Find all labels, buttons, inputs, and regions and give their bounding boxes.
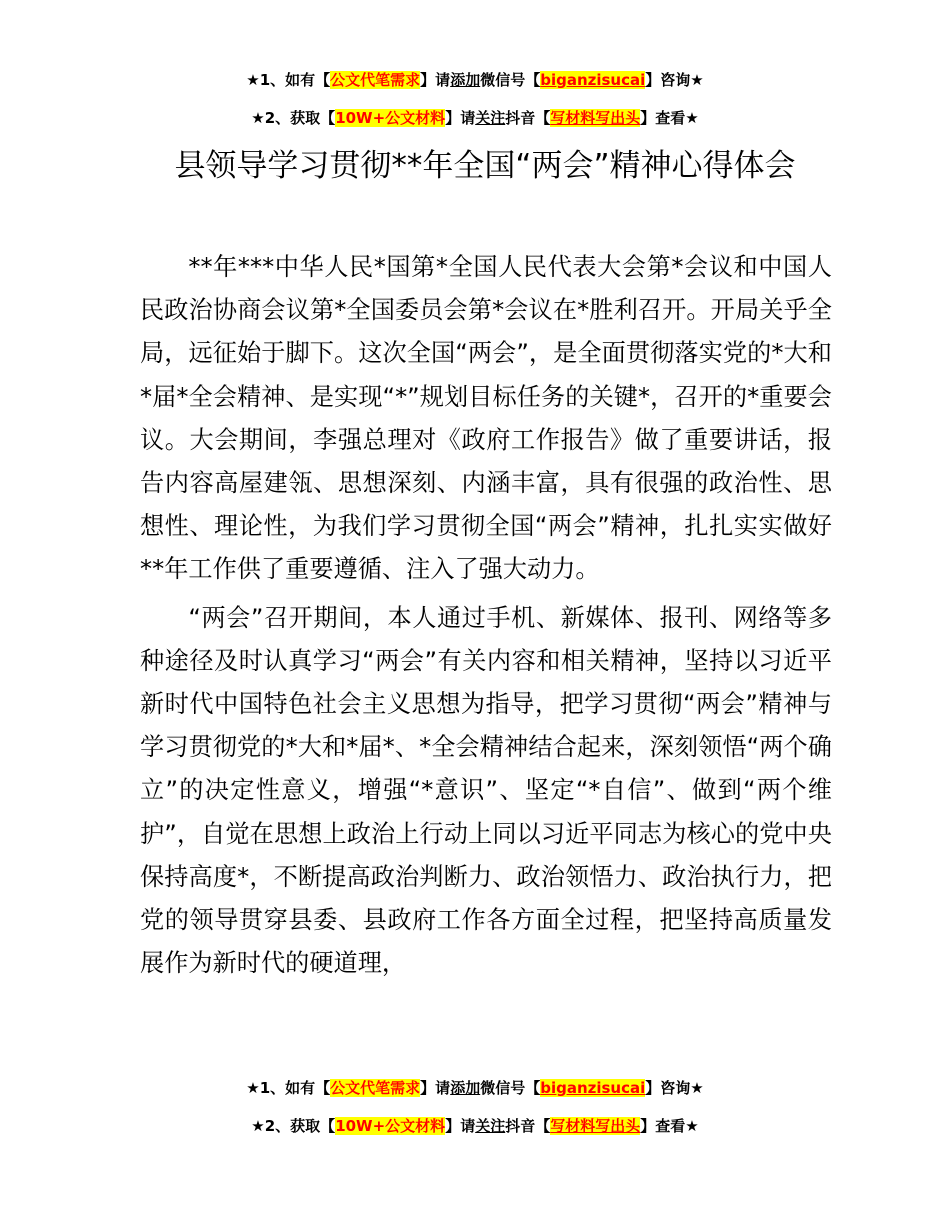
body-paragraph: **年***中华人民*国第*全国人民代表大会第*会议和中国人民政治协商会议第*全国委员会第*会议在*胜利召开。开局关乎全局，远征始于脚下。这次全国“两会”，是全面贯彻落实党的*大和*届*全会精神、是实现“*”规划目标任务的关键*，召开的*重要会议。大会期间，李强总理对《政府工作报告》做了重要讲话，报告内容高屋建瓴、思想深刻、内涵丰富，具有很强的政治性、思想性、理论性，为我们学习贯彻全国“两会”精神，扎扎实实做好**年工作供了重要遵循、注入了强大动力。 bbox=[140, 253, 832, 584]
promo-footer-line-1 bbox=[0, 1078, 950, 1098]
banner-text: 】查看★ bbox=[640, 109, 699, 127]
banner-wechat-id[interactable]: biganzisucai bbox=[540, 1079, 646, 1097]
banner-text: 抖音【 bbox=[505, 109, 551, 127]
banner-text: 】咨询★ bbox=[645, 1079, 704, 1097]
body-paragraph: “两会”召开期间，本人通过手机、新媒体、报刊、网络等多种途径及时认真学习“两会”有关内容和相关精神，坚持以习近平新时代中国特色社会主义思想为指导，把学习贯彻“两会”精神与学习贯彻党的*大和*届*、*全会精神结合起来，深刻领悟“两个确立”的决定性意义，增强“*意识”、坚定“*自信”、做到“两个维护”，自觉在思想上政治上行动上同以习近平同志为核心的党中央保持高度*，不断提高政治判断力、政治领悟力、政治执行力，把党的领导贯穿县委、县政府工作各方面全过程，把坚持高质量发展作为新时代的硬道理， bbox=[140, 603, 832, 978]
banner-text: 】请 bbox=[445, 109, 476, 127]
banner-highlight: 公文代笔需求 bbox=[330, 71, 421, 89]
banner-underlined-text: 关注 bbox=[475, 109, 506, 127]
banner-text: 】查看★ bbox=[640, 1117, 699, 1135]
banner-text: 抖音【 bbox=[505, 1117, 551, 1135]
banner-text: 微信号【 bbox=[480, 71, 541, 89]
banner-underlined-text: 添加 bbox=[450, 71, 481, 89]
promo-banner-line-2 bbox=[0, 108, 950, 128]
banner-text: ★2、获取【 bbox=[251, 1117, 336, 1135]
banner-text: 】咨询★ bbox=[645, 71, 704, 89]
banner-text: 】请 bbox=[445, 1117, 476, 1135]
banner-text: ★1、如有【 bbox=[246, 1079, 331, 1097]
banner-text: 微信号【 bbox=[480, 1079, 541, 1097]
banner-text: 】请 bbox=[420, 71, 451, 89]
banner-douyin-id[interactable]: 写材料写出头 bbox=[550, 109, 641, 127]
banner-douyin-id[interactable]: 写材料写出头 bbox=[550, 1117, 641, 1135]
banner-highlight: 10W+公文材料 bbox=[335, 1117, 446, 1135]
document-title: 县领导学习贯彻**年全国“两会”精神心得体会 bbox=[174, 148, 796, 184]
banner-wechat-id[interactable]: biganzisucai bbox=[540, 71, 646, 89]
document-body bbox=[140, 246, 832, 990]
banner-text: 】请 bbox=[420, 1079, 451, 1097]
promo-banner-line-1 bbox=[0, 70, 950, 90]
banner-text: ★2、获取【 bbox=[251, 109, 336, 127]
promo-footer-line-2 bbox=[0, 1116, 950, 1136]
banner-underlined-text: 添加 bbox=[450, 1079, 481, 1097]
banner-highlight: 公文代笔需求 bbox=[330, 1079, 421, 1097]
banner-underlined-text: 关注 bbox=[475, 1117, 506, 1135]
banner-highlight: 10W+公文材料 bbox=[335, 109, 446, 127]
banner-text: ★1、如有【 bbox=[246, 71, 331, 89]
